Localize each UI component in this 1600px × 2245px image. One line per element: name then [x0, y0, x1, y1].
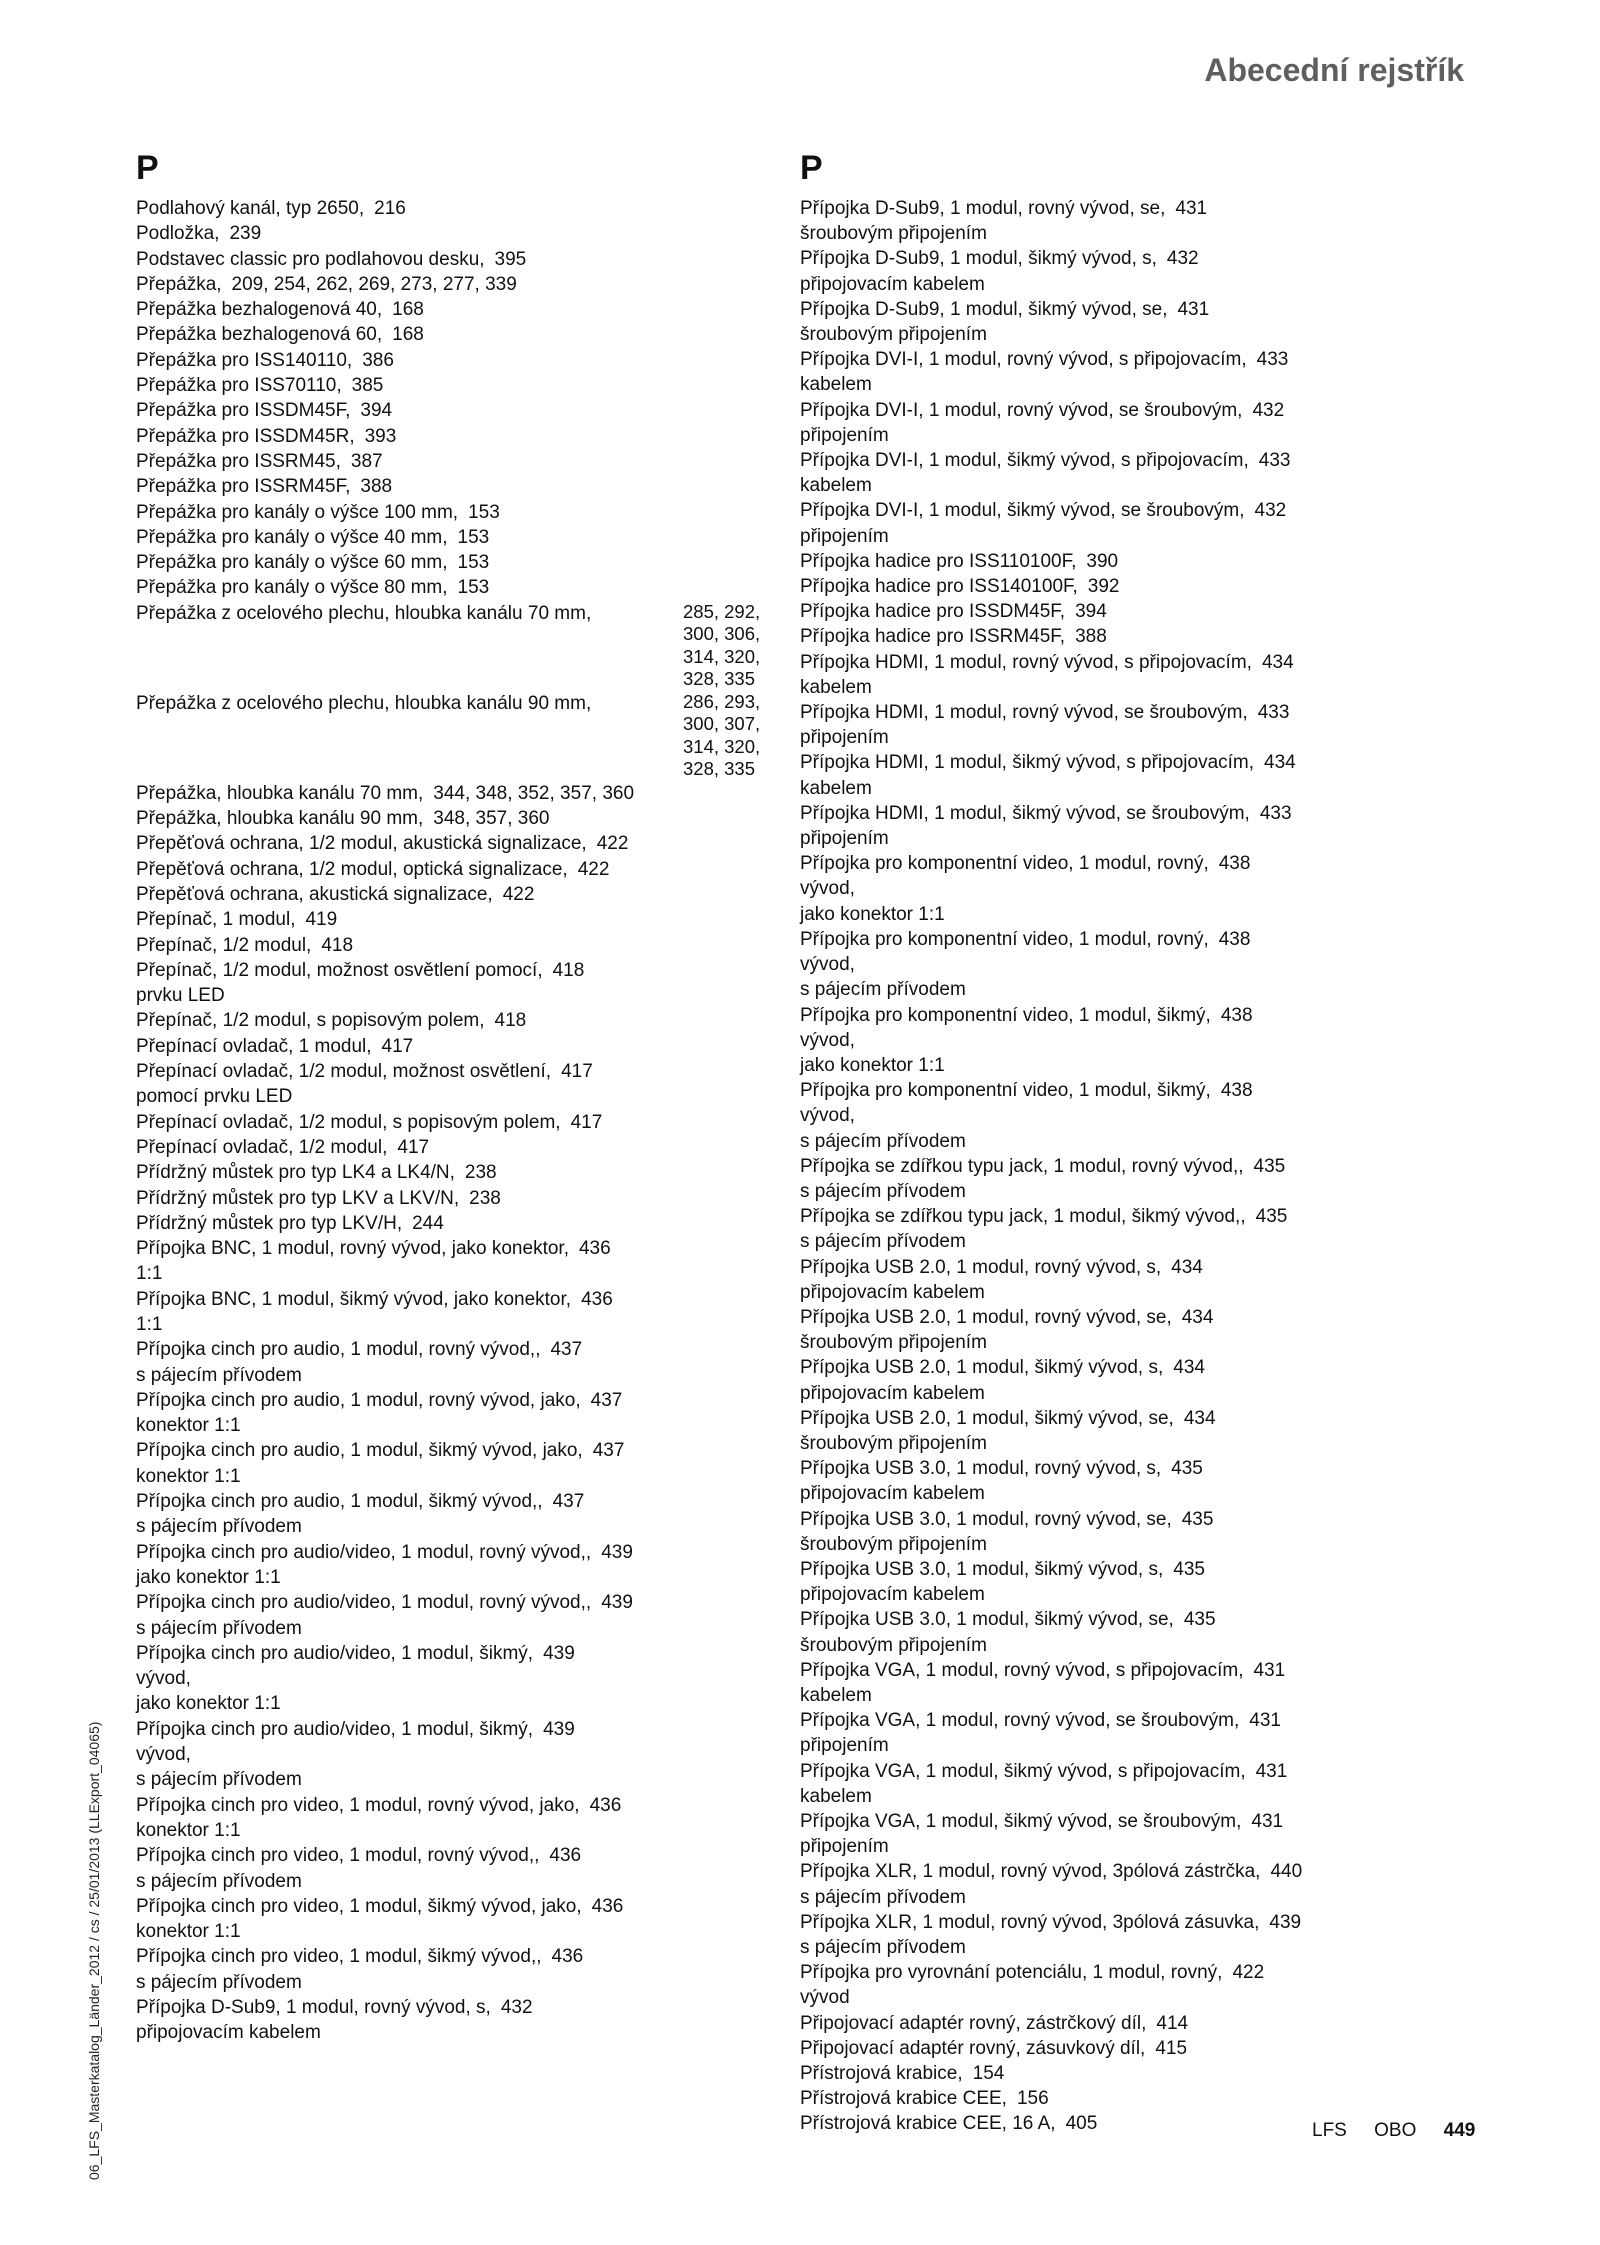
index-entry: [136, 1211, 781, 1236]
index-entry-pages: 436: [578, 1238, 611, 1260]
index-column-right: [800, 148, 1400, 2137]
index-entry-pages: 386: [362, 349, 394, 371]
index-entry-term: Přípojka pro vyrovnání potenciálu, 1 modul, rovný, vývod: [800, 1962, 1223, 2009]
index-entry: [136, 882, 781, 907]
index-entry: [136, 933, 781, 958]
index-entry-pages: 438: [1220, 1004, 1253, 1026]
index-entry: [136, 221, 781, 246]
index-entry-term: Přípojka DVI-I, 1 modul, rovný vývod, se šroubovým, připojením: [800, 399, 1243, 446]
index-entry-pages: 348, 357, 360: [433, 808, 550, 830]
index-entry: [800, 1507, 1400, 1557]
index-entry-term: Přepážka, hloubka kanálu 90 mm,: [136, 808, 424, 830]
index-entry: [136, 1843, 781, 1894]
index-entry-term: Přípojka HDMI, 1 modul, šikmý vývod, se šroubovým, připojením: [800, 802, 1250, 850]
index-entry-pages: 390: [1086, 550, 1119, 572]
index-entry-pages: 216: [374, 198, 406, 219]
index-entry: [800, 2111, 1400, 2136]
index-entry-pages: 238: [464, 1162, 497, 1184]
index-entry-pages: 418: [494, 1010, 527, 1032]
index-entry-list: [136, 196, 781, 2046]
index-entry-term: Přepínací ovladač, 1/2 modul,: [136, 1136, 388, 1158]
index-entry: [136, 1793, 781, 1844]
index-entry: [800, 650, 1400, 700]
index-entry-term: Přípojka se zdířkou typu jack, 1 modul, rovný vývod,, s pájecím přívodem: [800, 1155, 1244, 1202]
index-entry: [800, 1809, 1400, 1859]
index-entry: [800, 599, 1400, 624]
index-entry-term: Přídržný můstek pro typ LKV a LKV/N,: [136, 1187, 460, 1209]
index-entry-term: Přepážka z ocelového plechu, hloubka kanálu 90 mm,: [136, 692, 592, 714]
index-entry: [136, 1186, 781, 1211]
index-entry: [136, 1641, 781, 1717]
index-entry: [136, 1590, 781, 1641]
index-entry-term: Přípojka VGA, 1 modul, šikmý vývod, s připojovacím, kabelem: [800, 1760, 1246, 1807]
index-entry: [136, 1540, 781, 1591]
index-entry: [800, 2086, 1400, 2111]
index-entry-pages: 286, 293, 300, 307, 314, 320, 328, 335: [683, 690, 761, 780]
index-entry-pages: 422: [1232, 1962, 1265, 1984]
index-entry-term: Přepážka pro ISS140110,: [136, 349, 353, 371]
index-entry-pages: 168: [392, 299, 424, 321]
index-entry-term: Přepážka pro kanály o výšce 40 mm,: [136, 526, 448, 548]
index-entry-pages: 153: [457, 526, 490, 548]
index-entry-term: Přípojka USB 3.0, 1 modul, šikmý vývod, s, připojovacím kabelem: [800, 1558, 1164, 1606]
page-number: 449: [1443, 2120, 1476, 2141]
index-entry-pages: 417: [561, 1061, 593, 1083]
index-entry-term: Přípojka cinch pro video, 1 modul, rovný vývod,, s pájecím přívodem: [136, 1845, 540, 1892]
index-entry: [800, 398, 1400, 448]
index-entry: [136, 398, 781, 423]
index-entry-pages: 415: [1155, 2037, 1188, 2059]
index-entry: [136, 297, 781, 322]
index-entry: [800, 1557, 1400, 1607]
index-entry: [136, 907, 781, 932]
index-entry-term: Přípojka cinch pro video, 1 modul, šikmý vývod,, s pájecím přívodem: [136, 1946, 542, 1993]
index-entry: [136, 500, 781, 525]
index-entry-pages: 435: [1171, 1458, 1203, 1480]
index-entry: [800, 2036, 1400, 2061]
index-entry: [136, 196, 781, 221]
index-entry-pages: 431: [1175, 198, 1208, 219]
index-entry: [136, 1135, 781, 1160]
index-entry-pages: 156: [1016, 2088, 1049, 2110]
index-entry-term: Přípojka cinch pro audio/video, 1 modul, šikmý, vývod, jako konektor 1:1: [136, 1642, 534, 1715]
index-entry-term: Přípojka pro komponentní video, 1 modul, rovný, vývod, jako konektor 1:1: [800, 853, 1209, 925]
index-entry: [136, 575, 781, 600]
index-entry: [800, 1154, 1400, 1204]
index-entry-term: Přípojka hadice pro ISS110100F,: [800, 550, 1077, 572]
index-entry-term: Přístrojová krabice,: [800, 2063, 963, 2085]
index-entry-pages: 436: [581, 1288, 613, 1310]
index-entry-pages: 168: [392, 324, 424, 346]
index-entry-term: Přepínací ovladač, 1 modul,: [136, 1035, 372, 1057]
index-entry-pages: 435: [1253, 1155, 1286, 1177]
index-entry-pages: 387: [350, 450, 383, 472]
index-entry: [136, 474, 781, 499]
index-entry-term: Přípojka VGA, 1 modul, rovný vývod, s připojovacím, kabelem: [800, 1659, 1244, 1706]
index-entry: [136, 247, 781, 272]
index-entry: [800, 2061, 1400, 2086]
index-entry-term: Přepěťová ochrana, akustická signalizace,: [136, 883, 493, 905]
index-entry-term: Přepážka pro ISSRM45F,: [136, 476, 351, 498]
index-entry-term: Přepážka pro kanály o výšce 80 mm,: [136, 577, 448, 599]
index-entry-term: Přístrojová krabice CEE,: [800, 2088, 1007, 2110]
index-entry: [136, 1110, 781, 1135]
index-entry-pages: 154: [972, 2063, 1005, 2085]
index-entry-term: Přípojka D-Sub9, 1 modul, šikmý vývod, se, šroubovým připojením: [800, 298, 1168, 346]
index-entry-pages: 209, 254, 262, 269, 273, 277, 339: [231, 273, 517, 295]
index-entry-term: Přepážka pro ISS70110,: [136, 375, 342, 397]
index-entry-pages: 439: [543, 1718, 575, 1740]
index-entry-term: Přípojka USB 2.0, 1 modul, šikmý vývod, se, šroubovým připojením: [800, 1407, 1174, 1454]
index-entry-pages: 432: [1166, 248, 1199, 270]
index-entry-pages: 153: [468, 501, 500, 523]
index-entry: [800, 297, 1400, 347]
index-entry-pages: 438: [1218, 853, 1251, 875]
index-entry: [136, 1059, 781, 1110]
index-entry-term: Přepínač, 1/2 modul,: [136, 934, 312, 956]
index-entry-pages: 435: [1181, 1508, 1214, 1530]
index-entry: [136, 1438, 781, 1489]
index-entry: [136, 1717, 781, 1793]
index-entry-term: Přípojka hadice pro ISSDM45F,: [800, 601, 1066, 623]
index-entry-pages: 422: [502, 883, 535, 905]
catalog-export-code: 06_LFS_Masterkatalog_Länder_2012 / cs / 25/01/2013 (LLExport_04065): [86, 1721, 102, 2180]
index-entry-term: Přídržný můstek pro typ LKV/H,: [136, 1212, 403, 1234]
index-entry: [136, 449, 781, 474]
index-entry: [136, 831, 781, 856]
index-entry-term: Přepážka pro ISSRM45,: [136, 450, 341, 472]
index-entry-term: Přípojka USB 3.0, 1 modul, rovný vývod, se, šroubovým připojením: [800, 1508, 1172, 1555]
index-entry: [136, 1489, 781, 1540]
index-entry-pages: 434: [1261, 651, 1294, 673]
index-entry-term: Přípojka DVI-I, 1 modul, šikmý vývod, s připojovacím, kabelem: [800, 450, 1249, 497]
index-entry-term: Přípojka cinch pro audio/video, 1 modul, šikmý, vývod, s pájecím přívodem: [136, 1718, 534, 1791]
index-entry-pages: 431: [1249, 1710, 1281, 1732]
index-entry-term: Přípojka VGA, 1 modul, šikmý vývod, se šroubovým, připojením: [800, 1811, 1242, 1858]
index-entry-pages: 434: [1181, 1306, 1214, 1328]
index-entry-pages: 435: [1173, 1558, 1205, 1580]
index-entry-term: Přepážka bezhalogenová 60,: [136, 324, 383, 346]
index-entry-pages: 432: [1254, 500, 1287, 522]
index-entry-pages: 434: [1171, 1256, 1203, 1278]
index-entry-pages: 436: [589, 1794, 622, 1816]
index-entry: [800, 927, 1400, 1003]
index-entry-term: Přípojka HDMI, 1 modul, rovný vývod, s připojovacím, kabelem: [800, 651, 1252, 698]
index-entry-pages: 417: [381, 1035, 414, 1057]
index-entry-term: Přípojka cinch pro audio, 1 modul, rovný vývod, jako, konektor 1:1: [136, 1389, 581, 1437]
index-entry-pages: 431: [1177, 298, 1210, 320]
footer-brand-obo: OBO: [1374, 2120, 1417, 2141]
index-entry-pages: 285, 292, 300, 306, 314, 320, 328, 335: [683, 600, 761, 690]
index-entry: [800, 624, 1400, 649]
index-entry-pages: 433: [1257, 702, 1290, 724]
index-entry-pages: 440: [1270, 1861, 1303, 1883]
index-entry-pages: 437: [590, 1389, 623, 1411]
index-entry-term: Přepážka,: [136, 273, 222, 295]
index-entry-pages: 433: [1259, 802, 1292, 824]
index-entry-term: Přepínač, 1 modul,: [136, 909, 296, 931]
index-entry: [136, 1388, 781, 1439]
index-entry: [800, 1607, 1400, 1657]
index-entry: [800, 1078, 1400, 1154]
index-entry-term: Přípojka pro komponentní video, 1 modul, šikmý, vývod, jako konektor 1:1: [800, 1004, 1211, 1076]
index-entry-pages: 433: [1258, 450, 1291, 472]
index-entry: [800, 750, 1400, 800]
index-entry-pages: 436: [549, 1845, 582, 1867]
index-entry-pages: 422: [577, 858, 610, 880]
index-entry-pages: 388: [1075, 626, 1107, 648]
index-entry: [800, 1355, 1400, 1405]
index-entry-term: Přípojka cinch pro audio, 1 modul, šikmý vývod, jako, konektor 1:1: [136, 1440, 583, 1487]
index-entry: [136, 348, 781, 373]
index-entry-pages: 438: [1218, 928, 1251, 950]
index-entry-pages: 433: [1256, 349, 1289, 371]
index-entry: [136, 373, 781, 398]
index-entry: [800, 1406, 1400, 1456]
index-entry: [800, 1456, 1400, 1506]
index-entry-pages: 437: [552, 1491, 585, 1513]
index-entry: [800, 1204, 1400, 1254]
index-entry-pages: 436: [591, 1895, 624, 1917]
index-entry-pages: 434: [1173, 1357, 1205, 1379]
index-entry-term: Přepážka pro kanály o výšce 100 mm,: [136, 501, 459, 523]
index-entry: [800, 1708, 1400, 1758]
index-entry-term: Přípojka cinch pro video, 1 modul, šikmý vývod, jako, konektor 1:1: [136, 1895, 582, 1943]
index-entry-pages: 431: [1255, 1760, 1288, 1782]
index-entry-pages: 388: [360, 476, 393, 498]
index-entry-term: Přípojka cinch pro audio/video, 1 modul, rovný vývod,, s pájecím přívodem: [136, 1592, 592, 1639]
index-entry-pages: 431: [1253, 1659, 1286, 1681]
index-entry-pages: 439: [601, 1592, 633, 1614]
index-entry: [136, 1894, 781, 1945]
index-entry-term: Přepážka pro ISSDM45F,: [136, 400, 351, 422]
index-entry-term: Přípojka D-Sub9, 1 modul, rovný vývod, se, šroubovým připojením: [800, 198, 1166, 245]
index-entry: [800, 246, 1400, 296]
index-entry: [136, 272, 781, 297]
index-entry-term: Přípojka se zdířkou typu jack, 1 modul, šikmý vývod,, s pájecím přívodem: [800, 1206, 1246, 1253]
index-entry: [800, 549, 1400, 574]
index-entry-term: Přepínací ovladač, 1/2 modul, s popisovým polem,: [136, 1111, 561, 1133]
index-entry: [800, 448, 1400, 498]
index-entry-term: Přístrojová krabice CEE, 16 A,: [800, 2113, 1056, 2135]
index-entry-term: Přípojka hadice pro ISS140100F,: [800, 576, 1078, 598]
index-column-left: [136, 148, 781, 2046]
index-entry-term: Přípojka VGA, 1 modul, rovný vývod, se šroubovým, připojením: [800, 1710, 1240, 1757]
index-entry-term: Připojovací adaptér rovný, zásuvkový díl,: [800, 2037, 1146, 2059]
index-entry-term: Přepážka pro kanály o výšce 60 mm,: [136, 552, 448, 574]
index-entry-list: [800, 196, 1400, 2137]
index-entry: [800, 498, 1400, 548]
index-entry-pages: 439: [543, 1642, 575, 1664]
index-entry-term: Podstavec classic pro podlahovou desku,: [136, 248, 485, 270]
index-entry-term: Přípojka BNC, 1 modul, rovný vývod, jako konektor, 1:1: [136, 1238, 569, 1285]
index-entry-pages: 244: [412, 1212, 444, 1234]
index-entry-term: Přepínač, 1/2 modul, možnost osvětlení pomocí, prvku LED: [136, 959, 543, 1007]
index-entry-pages: 432: [1252, 399, 1285, 421]
index-entry-term: Podložka,: [136, 223, 220, 245]
index-entry-term: Přípojka cinch pro audio/video, 1 modul, rovný vývod,, jako konektor 1:1: [136, 1541, 592, 1588]
index-entry: [800, 1859, 1400, 1909]
index-entry-term: Přípojka pro komponentní video, 1 modul, šikmý, vývod, s pájecím přívodem: [800, 1080, 1211, 1152]
index-entry-pages: 153: [457, 577, 490, 599]
index-entry-term: Přípojka cinch pro audio, 1 modul, rovný vývod,, s pájecím přívodem: [136, 1339, 541, 1386]
index-entry: [800, 1255, 1400, 1305]
index-entry: [136, 781, 781, 806]
index-entry-term: Přípojka XLR, 1 modul, rovný vývod, 3pólová zástrčka, s pájecím přívodem: [800, 1861, 1261, 1908]
index-entry-term: Přípojka pro komponentní video, 1 modul, rovný, vývod, s pájecím přívodem: [800, 928, 1209, 1001]
index-entry-term: Připojovací adaptér rovný, zástrčkový díl,: [800, 2012, 1147, 2034]
index-entry-term: Přepážka z ocelového plechu, hloubka kanálu 70 mm,: [136, 602, 592, 624]
index-entry-term: Přípojka D-Sub9, 1 modul, šikmý vývod, s, připojovacím kabelem: [800, 248, 1157, 295]
index-entry-pages: 153: [457, 552, 490, 574]
index-entry-term: Přepážka bezhalogenová 40,: [136, 299, 383, 321]
index-entry-pages: 439: [1269, 1911, 1302, 1933]
index-entry-term: Podlahový kanál, typ 2650,: [136, 198, 365, 219]
index-entry-pages: 414: [1156, 2012, 1189, 2034]
index-entry: [800, 700, 1400, 750]
index-entry-pages: 385: [351, 375, 384, 397]
index-entry: [136, 601, 781, 691]
index-entry: [136, 1160, 781, 1185]
index-entry: [136, 1337, 781, 1388]
index-entry-term: Přepěťová ochrana, 1/2 modul, akustická signalizace,: [136, 833, 587, 855]
index-entry: [136, 1008, 781, 1033]
index-entry: [136, 958, 781, 1009]
index-entry-pages: 436: [551, 1946, 584, 1968]
index-entry-term: Přípojka DVI-I, 1 modul, šikmý vývod, se šroubovým, připojením: [800, 500, 1245, 547]
index-entry-term: Přepínač, 1/2 modul, s popisovým polem,: [136, 1010, 485, 1032]
index-entry-pages: 431: [1251, 1811, 1284, 1832]
index-entry-pages: 393: [364, 425, 397, 447]
index-entry-pages: 438: [1220, 1080, 1253, 1102]
index-entry-pages: 432: [500, 1997, 533, 2018]
index-entry: [136, 857, 781, 882]
index-entry: [800, 851, 1400, 927]
index-entry-pages: 437: [592, 1440, 625, 1462]
index-entry-pages: 434: [1183, 1407, 1216, 1429]
index-entry-pages: 437: [550, 1339, 583, 1361]
index-letter-heading: P: [136, 149, 159, 187]
index-entry: [800, 1305, 1400, 1355]
index-entry: [136, 806, 781, 831]
index-entry-term: Přípojka USB 3.0, 1 modul, rovný vývod, s, připojovacím kabelem: [800, 1458, 1162, 1505]
index-entry-pages: 418: [552, 959, 585, 981]
index-entry: [136, 691, 781, 781]
index-entry-pages: 405: [1065, 2113, 1098, 2135]
index-entry: [800, 801, 1400, 851]
index-entry: [136, 1236, 781, 1287]
index-entry: [800, 1003, 1400, 1079]
index-entry-term: Přídržný můstek pro typ LK4 a LK4/N,: [136, 1162, 455, 1184]
index-entry: [136, 424, 781, 449]
index-entry-term: Přípojka cinch pro video, 1 modul, rovný vývod, jako, konektor 1:1: [136, 1794, 580, 1841]
index-entry-term: Přípojka cinch pro audio, 1 modul, šikmý vývod,, s pájecím přívodem: [136, 1491, 543, 1538]
index-entry-term: Přípojka D-Sub9, 1 modul, rovný vývod, s, připojovacím kabelem: [136, 1997, 491, 2044]
footer-brand-lfs: LFS: [1312, 2120, 1347, 2141]
index-entry-pages: 435: [1183, 1609, 1216, 1631]
index-entry: [800, 1960, 1400, 2010]
index-entry-term: Přípojka USB 2.0, 1 modul, rovný vývod, s, připojovacím kabelem: [800, 1256, 1162, 1303]
index-entry-term: Přípojka BNC, 1 modul, šikmý vývod, jako konektor, 1:1: [136, 1288, 572, 1335]
index-entry: [136, 1287, 781, 1338]
index-entry-pages: 394: [360, 400, 393, 422]
index-entry: [800, 574, 1400, 599]
index-entry-term: Přípojka XLR, 1 modul, rovný vývod, 3pólová zásuvka, s pájecím přívodem: [800, 1911, 1260, 1959]
index-entry-pages: 439: [601, 1541, 633, 1563]
index-entry-pages: 239: [229, 223, 262, 245]
index-entry-term: Přípojka hadice pro ISSRM45F,: [800, 626, 1066, 648]
index-entry-pages: 419: [305, 909, 338, 931]
index-entry: [800, 1658, 1400, 1708]
index-entry-term: Přepážka, hloubka kanálu 70 mm,: [136, 782, 424, 804]
index-entry-term: Přípojka HDMI, 1 modul, rovný vývod, se šroubovým, připojením: [800, 702, 1248, 749]
index-entry-pages: 238: [469, 1187, 501, 1209]
index-entry: [136, 1995, 781, 2046]
index-entry-pages: 418: [321, 934, 354, 956]
index-entry-term: Přípojka DVI-I, 1 modul, rovný vývod, s připojovacím, kabelem: [800, 349, 1247, 396]
index-entry-term: Přepěťová ochrana, 1/2 modul, optická signalizace,: [136, 858, 568, 880]
index-entry-term: Přípojka USB 2.0, 1 modul, šikmý vývod, s, připojovacím kabelem: [800, 1357, 1164, 1404]
index-entry: [800, 1910, 1400, 1960]
page-footer: [1312, 2120, 1475, 2142]
index-entry-pages: 435: [1255, 1206, 1288, 1228]
index-entry-term: Přípojka HDMI, 1 modul, šikmý vývod, s připojovacím, kabelem: [800, 752, 1255, 799]
index-letter-heading: P: [800, 149, 823, 187]
index-entry-pages: 422: [596, 833, 629, 855]
index-entry-pages: 394: [1075, 601, 1107, 623]
index-entry-term: Přípojka USB 3.0, 1 modul, šikmý vývod, se, šroubovým připojením: [800, 1609, 1174, 1656]
index-entry: [800, 1759, 1400, 1809]
index-entry-pages: 344, 348, 352, 357, 360: [433, 782, 635, 804]
index-entry: [800, 347, 1400, 397]
index-entry: [136, 1034, 781, 1059]
index-entry: [800, 2011, 1400, 2036]
index-entry: [136, 525, 781, 550]
page-header-title: Abecední rejstřík: [1204, 52, 1464, 88]
index-entry-term: Přípojka USB 2.0, 1 modul, rovný vývod, se, šroubovým připojením: [800, 1306, 1172, 1354]
index-entry: [136, 550, 781, 575]
index-entry: [800, 196, 1400, 246]
index-entry-pages: 417: [397, 1136, 430, 1158]
index-entry: [136, 322, 781, 347]
index-entry: [136, 1944, 781, 1995]
index-entry-pages: 392: [1087, 576, 1120, 598]
index-entry-term: Přepážka pro ISSDM45R,: [136, 425, 355, 447]
index-entry-pages: 395: [494, 248, 527, 270]
index-entry-term: Přepínací ovladač, 1/2 modul, možnost osvětlení, pomocí prvku LED: [136, 1061, 552, 1108]
index-entry-pages: 417: [570, 1111, 603, 1133]
index-entry-pages: 434: [1264, 752, 1296, 774]
